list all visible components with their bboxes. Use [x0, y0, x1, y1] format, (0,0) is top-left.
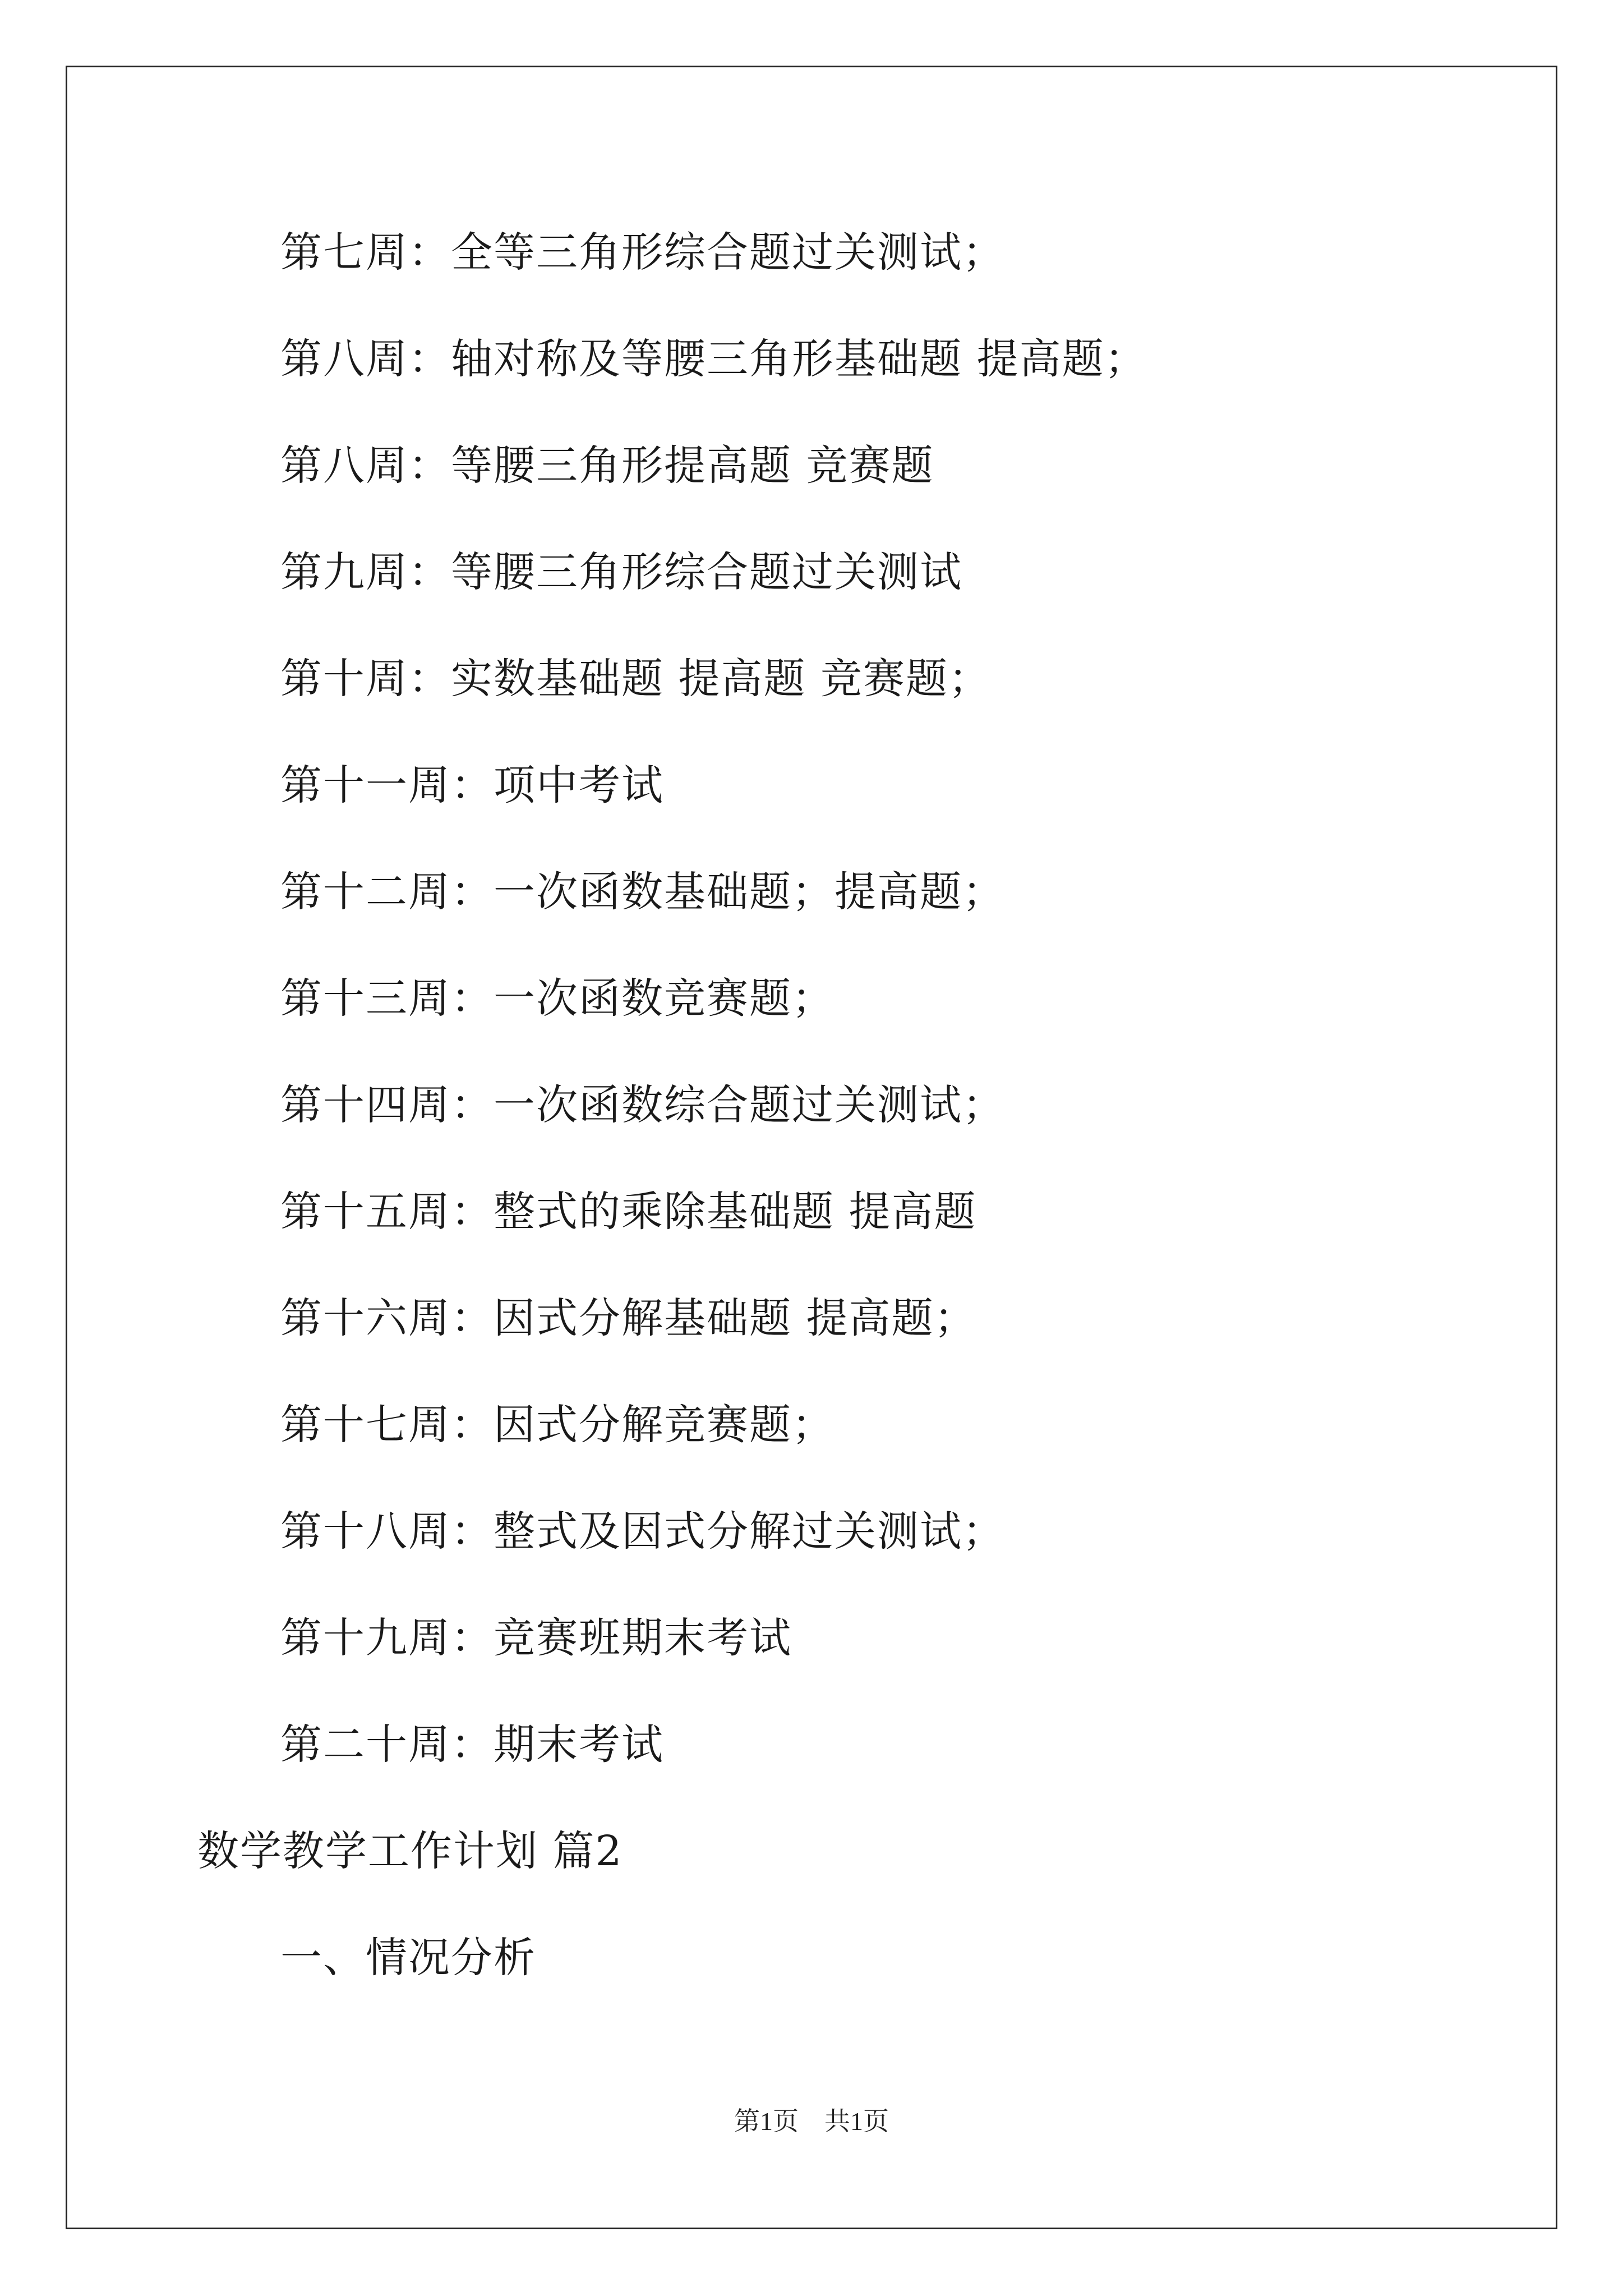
schedule-line-week12: 第十二周：一次函数基础题；提高题； — [280, 868, 1005, 916]
schedule-line-week14: 第十四周：一次函数综合题过关测试； — [280, 1081, 1005, 1129]
schedule-line-week9: 第九周：等腰三角形综合题过关测试 — [280, 548, 962, 596]
schedule-line-week17: 第十七周：因式分解竞赛题； — [280, 1401, 834, 1449]
schedule-line-week7: 第七周：全等三角形综合题过关测试； — [280, 228, 1005, 277]
schedule-line-week13: 第十三周：一次函数竞赛题； — [280, 974, 834, 1023]
schedule-line-week8a: 第八周：轴对称及等腰三角形基础题 提高题； — [280, 335, 1147, 383]
page-border — [66, 66, 1557, 2229]
schedule-line-week19: 第十九周：竞赛班期末考试 — [280, 1614, 792, 1662]
schedule-line-week15: 第十五周：整式的乘除基础题 提高题 — [280, 1188, 977, 1236]
page-footer: 第1页 共1页 — [734, 2107, 889, 2136]
section-heading: 数学教学工作计划 篇2 — [197, 1827, 623, 1875]
schedule-line-week16: 第十六周：因式分解基础题 提高题； — [280, 1294, 977, 1342]
schedule-line-week8b: 第八周：等腰三角形提高题 竞赛题 — [280, 441, 934, 490]
schedule-line-week11: 第十一周：项中考试 — [280, 761, 664, 809]
schedule-line-week18: 第十八周：整式及因式分解过关测试； — [280, 1507, 1005, 1556]
schedule-line-week10: 第十周：实数基础题 提高题 竞赛题； — [280, 655, 992, 703]
subheading: 一、情况分析 — [280, 1934, 536, 1982]
schedule-line-week20: 第二十周：期末考试 — [280, 1720, 664, 1769]
